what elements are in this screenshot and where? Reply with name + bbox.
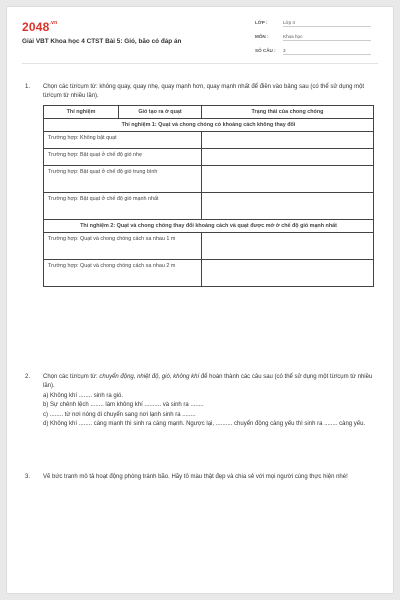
fill-line: b) Sự chênh lệch ........ làm không khí .......... và sinh ra ........ xyxy=(43,402,204,409)
meta-question-count xyxy=(255,48,375,55)
case-cell: Trường hợp: Quạt và chong chóng cách xa nhau 1 m xyxy=(44,232,202,259)
answer-cell[interactable] xyxy=(202,165,374,192)
meta-value: Khoa học xyxy=(283,34,371,41)
question-2 xyxy=(22,373,374,429)
table-row xyxy=(44,148,374,165)
section-title: Thí nghiệm 2: Quạt và chong chóng thay đổi khoảng cách và quạt được mở ở chế độ gió mạnh nhất xyxy=(44,219,374,232)
column-header: Thí nghiệm xyxy=(44,105,119,118)
question-number: 3. xyxy=(25,474,31,480)
answer-cell[interactable] xyxy=(202,192,374,219)
question-intro: Chọn các từ/cụm từ: xyxy=(43,374,98,380)
document-title: Giải VBT Khoa học 4 CTST Bài 5: Gió, bão có đáp án xyxy=(22,38,182,45)
question-number: 1. xyxy=(25,84,31,90)
meta-value: Lớp 4 xyxy=(283,20,371,27)
answer-cell[interactable] xyxy=(202,131,374,148)
meta-subject xyxy=(255,34,375,41)
logo-tld: .vn xyxy=(49,20,58,26)
column-header: Trạng thái của chong chóng xyxy=(202,105,374,118)
case-cell: Trường hợp: Không bật quạt xyxy=(44,131,202,148)
question-text: Vẽ bức tranh mô tả hoạt động phòng tránh bão. Hãy tô màu thật đẹp và chia sẻ với mọi người cùng thực hiện nhé! xyxy=(43,474,348,480)
table-section-row xyxy=(44,118,374,131)
case-cell: Trường hợp: Bật quạt ở chế độ gió trung bình xyxy=(44,165,202,192)
question-text xyxy=(43,373,374,392)
meta-key: SỐ CÂU : xyxy=(255,48,276,53)
meta-key: LỚP : xyxy=(255,20,268,25)
question-intro-end: để hoàn thành các câu sau (có thể sử dụng một từ/cụm từ nhiều lần). xyxy=(43,374,373,390)
table-row xyxy=(44,259,374,286)
table-row xyxy=(44,232,374,259)
case-cell: Trường hợp: Bật quạt ở chế độ gió mạnh nhất xyxy=(44,192,202,219)
answer-cell[interactable] xyxy=(202,259,374,286)
meta-key: MÔN : xyxy=(255,34,269,39)
fill-line: c) ........ từ nơi nóng di chuyển sang nơi lạnh sinh ra ........ xyxy=(43,411,196,418)
table-section-row xyxy=(44,219,374,232)
answer-cell[interactable] xyxy=(202,148,374,165)
column-header: Gió tạo ra ở quạt xyxy=(119,105,202,118)
table-row xyxy=(44,131,374,148)
case-cell: Trường hợp: Bật quạt ở chế độ gió nhẹ xyxy=(44,148,202,165)
table-header-row xyxy=(44,105,374,118)
question-1 xyxy=(22,83,374,287)
section-title: Thí nghiệm 1: Quạt và chong chóng có khoảng cách không thay đổi xyxy=(44,118,374,131)
logo-text: 2048 xyxy=(22,20,50,34)
fill-line: a) Không khí ........ sinh ra gió. xyxy=(43,392,124,399)
question-number: 2. xyxy=(25,374,31,380)
header-divider xyxy=(22,63,378,64)
question-3 xyxy=(22,473,374,482)
table-row xyxy=(44,192,374,219)
document-page xyxy=(6,6,394,594)
meta-value: 3 xyxy=(283,48,371,55)
site-logo[interactable] xyxy=(22,20,57,34)
fill-line: d) Không khí ........ càng mạnh thì sinh ra càng mạnh. Ngược lại, .......... chuyển động càng yếu thì sinh ra ........ càng yếu. xyxy=(43,421,366,428)
case-cell: Trường hợp: Quạt và chong chóng cách xa nhau 2 m xyxy=(44,259,202,286)
table-row xyxy=(44,165,374,192)
word-list: chuyển động, nhiệt độ, gió, không khí xyxy=(99,374,200,380)
answer-cell[interactable] xyxy=(202,232,374,259)
experiment-table xyxy=(43,105,374,287)
meta-class xyxy=(255,20,375,27)
question-text: Chọn các từ/cụm từ: không quay, quay nhẹ, quay mạnh hơn, quay mạnh nhất để điền vào bảng sau (có thể sử dụng một từ/cụm từ nhiều lần). xyxy=(43,84,365,100)
